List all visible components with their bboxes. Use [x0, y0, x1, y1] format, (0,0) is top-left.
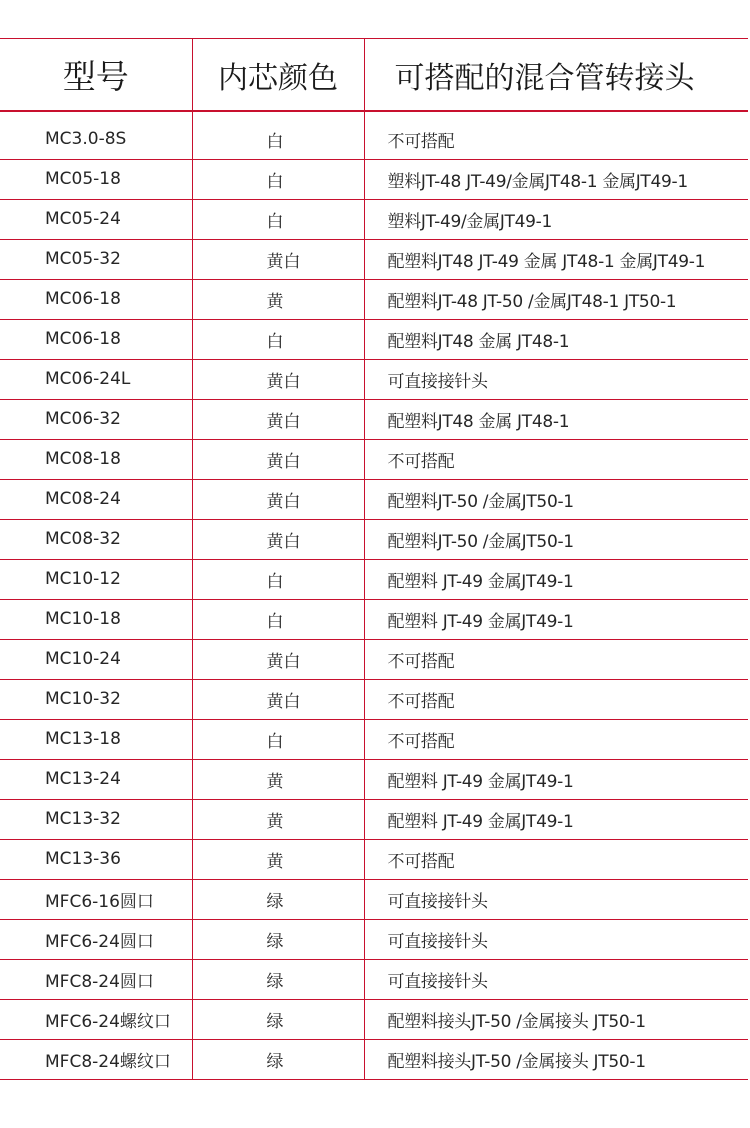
- table-header: [0, 39, 748, 112]
- cell-model: MC13-32: [0, 799, 192, 839]
- cell-core-color: 绿: [192, 959, 364, 999]
- table-row: [0, 879, 748, 919]
- cell-core-color: 白: [192, 559, 364, 599]
- cell-compatible-adapter: 配塑料JT-50 /金属JT50-1: [364, 519, 748, 559]
- header-model: 型号: [0, 39, 192, 112]
- table-row: [0, 759, 748, 799]
- cell-model: MC08-32: [0, 519, 192, 559]
- cell-model: MC06-32: [0, 399, 192, 439]
- table-row: [0, 479, 748, 519]
- cell-core-color: 黄白: [192, 439, 364, 479]
- cell-model: MC3.0-8S: [0, 111, 192, 159]
- table-row: [0, 319, 748, 359]
- cell-compatible-adapter: 配塑料JT48 金属 JT48-1: [364, 319, 748, 359]
- cell-model: MFC6-24螺纹口: [0, 999, 192, 1039]
- cell-model: MFC6-24圆口: [0, 919, 192, 959]
- cell-core-color: 白: [192, 599, 364, 639]
- cell-core-color: 绿: [192, 919, 364, 959]
- cell-core-color: 白: [192, 319, 364, 359]
- cell-model: MC05-32: [0, 239, 192, 279]
- cell-compatible-adapter: 配塑料 JT-49 金属JT49-1: [364, 599, 748, 639]
- cell-core-color: 白: [192, 159, 364, 199]
- cell-core-color: 黄白: [192, 679, 364, 719]
- cell-model: MC13-36: [0, 839, 192, 879]
- cell-core-color: 黄白: [192, 239, 364, 279]
- table-row: [0, 239, 748, 279]
- table-row: [0, 439, 748, 479]
- table-row: [0, 999, 748, 1039]
- cell-model: MC10-12: [0, 559, 192, 599]
- table-row: [0, 719, 748, 759]
- cell-compatible-adapter: 塑料JT-48 JT-49/金属JT48-1 金属JT49-1: [364, 159, 748, 199]
- header-row: [0, 39, 748, 112]
- table-row: [0, 959, 748, 999]
- cell-compatible-adapter: 配塑料JT-50 /金属JT50-1: [364, 479, 748, 519]
- cell-compatible-adapter: 配塑料接头JT-50 /金属接头 JT50-1: [364, 999, 748, 1039]
- table-row: [0, 679, 748, 719]
- table-row: [0, 111, 748, 159]
- cell-compatible-adapter: 不可搭配: [364, 639, 748, 679]
- cell-model: MFC8-24螺纹口: [0, 1039, 192, 1079]
- cell-core-color: 白: [192, 719, 364, 759]
- table-row: [0, 919, 748, 959]
- cell-compatible-adapter: 配塑料 JT-49 金属JT49-1: [364, 759, 748, 799]
- cell-core-color: 黄白: [192, 639, 364, 679]
- table-row: [0, 639, 748, 679]
- cell-core-color: 黄白: [192, 359, 364, 399]
- cell-model: MC06-24L: [0, 359, 192, 399]
- cell-compatible-adapter: 配塑料JT48 JT-49 金属 JT48-1 金属JT49-1: [364, 239, 748, 279]
- cell-core-color: 绿: [192, 999, 364, 1039]
- spec-table: [0, 38, 748, 1080]
- table-row: [0, 599, 748, 639]
- table-row: [0, 199, 748, 239]
- cell-core-color: 黄白: [192, 479, 364, 519]
- cell-model: MC10-18: [0, 599, 192, 639]
- cell-model: MC10-24: [0, 639, 192, 679]
- cell-compatible-adapter: 可直接接针头: [364, 359, 748, 399]
- cell-model: MC05-18: [0, 159, 192, 199]
- cell-compatible-adapter: 不可搭配: [364, 679, 748, 719]
- cell-compatible-adapter: 配塑料JT-48 JT-50 /金属JT48-1 JT50-1: [364, 279, 748, 319]
- cell-core-color: 白: [192, 111, 364, 159]
- cell-model: MC10-32: [0, 679, 192, 719]
- table-row: [0, 839, 748, 879]
- cell-core-color: 黄白: [192, 519, 364, 559]
- cell-model: MC08-24: [0, 479, 192, 519]
- table-row: [0, 399, 748, 439]
- cell-compatible-adapter: 配塑料 JT-49 金属JT49-1: [364, 799, 748, 839]
- cell-core-color: 黄: [192, 799, 364, 839]
- cell-core-color: 黄: [192, 839, 364, 879]
- cell-compatible-adapter: 可直接接针头: [364, 959, 748, 999]
- cell-model: MC08-18: [0, 439, 192, 479]
- cell-core-color: 黄白: [192, 399, 364, 439]
- cell-compatible-adapter: 不可搭配: [364, 111, 748, 159]
- cell-compatible-adapter: 配塑料JT48 金属 JT48-1: [364, 399, 748, 439]
- cell-compatible-adapter: 不可搭配: [364, 439, 748, 479]
- cell-core-color: 绿: [192, 1039, 364, 1079]
- table-row: [0, 799, 748, 839]
- header-compatible-adapter: 可搭配的混合管转接头: [364, 39, 748, 112]
- cell-model: MC13-18: [0, 719, 192, 759]
- cell-model: MC06-18: [0, 279, 192, 319]
- table-row: [0, 1039, 748, 1079]
- cell-model: MFC8-24圆口: [0, 959, 192, 999]
- table-row: [0, 159, 748, 199]
- table-body: [0, 111, 748, 1079]
- cell-core-color: 黄: [192, 279, 364, 319]
- cell-core-color: 白: [192, 199, 364, 239]
- cell-compatible-adapter: 可直接接针头: [364, 919, 748, 959]
- cell-compatible-adapter: 配塑料 JT-49 金属JT49-1: [364, 559, 748, 599]
- table-row: [0, 359, 748, 399]
- cell-compatible-adapter: 塑料JT-49/金属JT49-1: [364, 199, 748, 239]
- cell-core-color: 黄: [192, 759, 364, 799]
- cell-model: MC05-24: [0, 199, 192, 239]
- cell-model: MC06-18: [0, 319, 192, 359]
- table-row: [0, 279, 748, 319]
- cell-model: MFC6-16圆口: [0, 879, 192, 919]
- cell-compatible-adapter: 不可搭配: [364, 839, 748, 879]
- cell-compatible-adapter: 可直接接针头: [364, 879, 748, 919]
- cell-model: MC13-24: [0, 759, 192, 799]
- header-core-color: 内芯颜色: [192, 39, 364, 112]
- table-row: [0, 519, 748, 559]
- cell-compatible-adapter: 配塑料接头JT-50 /金属接头 JT50-1: [364, 1039, 748, 1079]
- cell-core-color: 绿: [192, 879, 364, 919]
- cell-compatible-adapter: 不可搭配: [364, 719, 748, 759]
- table-row: [0, 559, 748, 599]
